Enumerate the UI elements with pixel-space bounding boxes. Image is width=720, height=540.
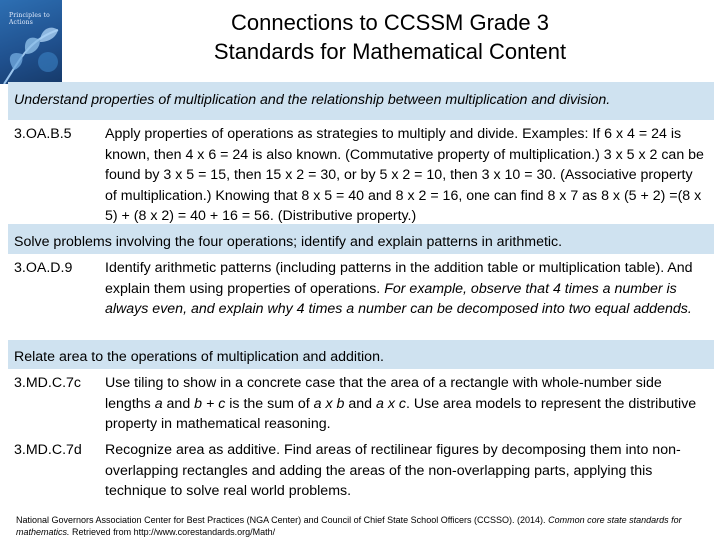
table-row xyxy=(8,254,714,340)
book-cover-label: Principles to Actions xyxy=(9,12,50,26)
book-cover-image xyxy=(0,0,62,84)
section-heading-area: Relate area to the operations of multiplication and addition. xyxy=(14,349,384,365)
desc-text: and xyxy=(166,395,191,412)
table-row xyxy=(8,120,714,224)
standard-description-plain: Identify arithmetic patterns (including patterns in the addition table or multiplication table). And explain them using properties of operations. xyxy=(105,260,693,297)
standards-table xyxy=(8,82,714,500)
citation xyxy=(16,514,716,538)
section-heading-four-operations: Solve problems involving the four operations; identify and explain patterns in arithmetic. xyxy=(14,234,563,250)
standard-description xyxy=(105,373,705,435)
desc-text: Use tiling to show in a concrete case that the area of a rectangle with whole-number side lengths xyxy=(105,375,662,412)
table-row xyxy=(8,369,714,500)
citation-title: Common core state standards for mathematics. xyxy=(16,515,682,537)
standard-description xyxy=(105,258,705,320)
title-line-2: Standards for Mathematical Content xyxy=(213,39,567,64)
page-title xyxy=(100,8,680,66)
desc-variable: a x c xyxy=(376,395,406,412)
desc-variable: a xyxy=(154,395,163,412)
desc-text: . Use area models to represent the distributive property in mathematical reasoning. xyxy=(105,395,697,432)
standard-description-example: For example, observe that 4 times a number is always even, and explain why 4 times a number can be decomposed into two equal addends. xyxy=(105,280,692,317)
desc-variable: a x b xyxy=(313,395,345,412)
standard-description: Recognize area as additive. Find areas of rectilinear figures by decomposing them into non-overlapping rectangles and adding the areas of the non-overlapping parts, applying this technique to solve real world problems. xyxy=(105,442,681,499)
desc-text: is the sum of xyxy=(229,395,310,412)
desc-variable: b + c xyxy=(194,395,226,412)
citation-text: National Governors Association Center for Best Practices (NGA Center) and Council of Chief State School Officers (CCSSO). (2014). xyxy=(16,515,546,525)
desc-text: and xyxy=(348,395,373,412)
standard-description: Apply properties of operations as strategies to multiply and divide. Examples: If 6 x 4 = 24 is known, then 4 x 6 = 24 is also known. (Commutative property of multiplication.) 3 x 5 x 2 can be found by 3 x 5 = 15, then 15 x 2 = 30, or by 5 x 2 = 10, then 3 x 10 = 30. (Associative property of multiplication.) Knowing that 8 x 5 = 40 and 8 x 2 = 16, one can find 8 x 7 as 8 x (5 + 2) =(8 x 5) + (8 x 2) = 40 + 16 = 56. (Distributive property.) xyxy=(105,126,704,224)
standard-code: 3.MD.C.7c xyxy=(14,375,82,391)
citation-url: Retrieved from http://www.corestandards.org/Math/ xyxy=(72,527,276,537)
title-line-1: Connections to CCSSM Grade 3 xyxy=(231,10,549,35)
standard-code: 3.OA.B.5 xyxy=(14,126,72,142)
standard-code: 3.OA.D.9 xyxy=(14,260,73,276)
standard-code: 3.MD.C.7d xyxy=(14,442,82,458)
section-heading-multiplication-properties: Understand properties of multiplication and the relationship between multiplication and division. xyxy=(14,92,611,108)
